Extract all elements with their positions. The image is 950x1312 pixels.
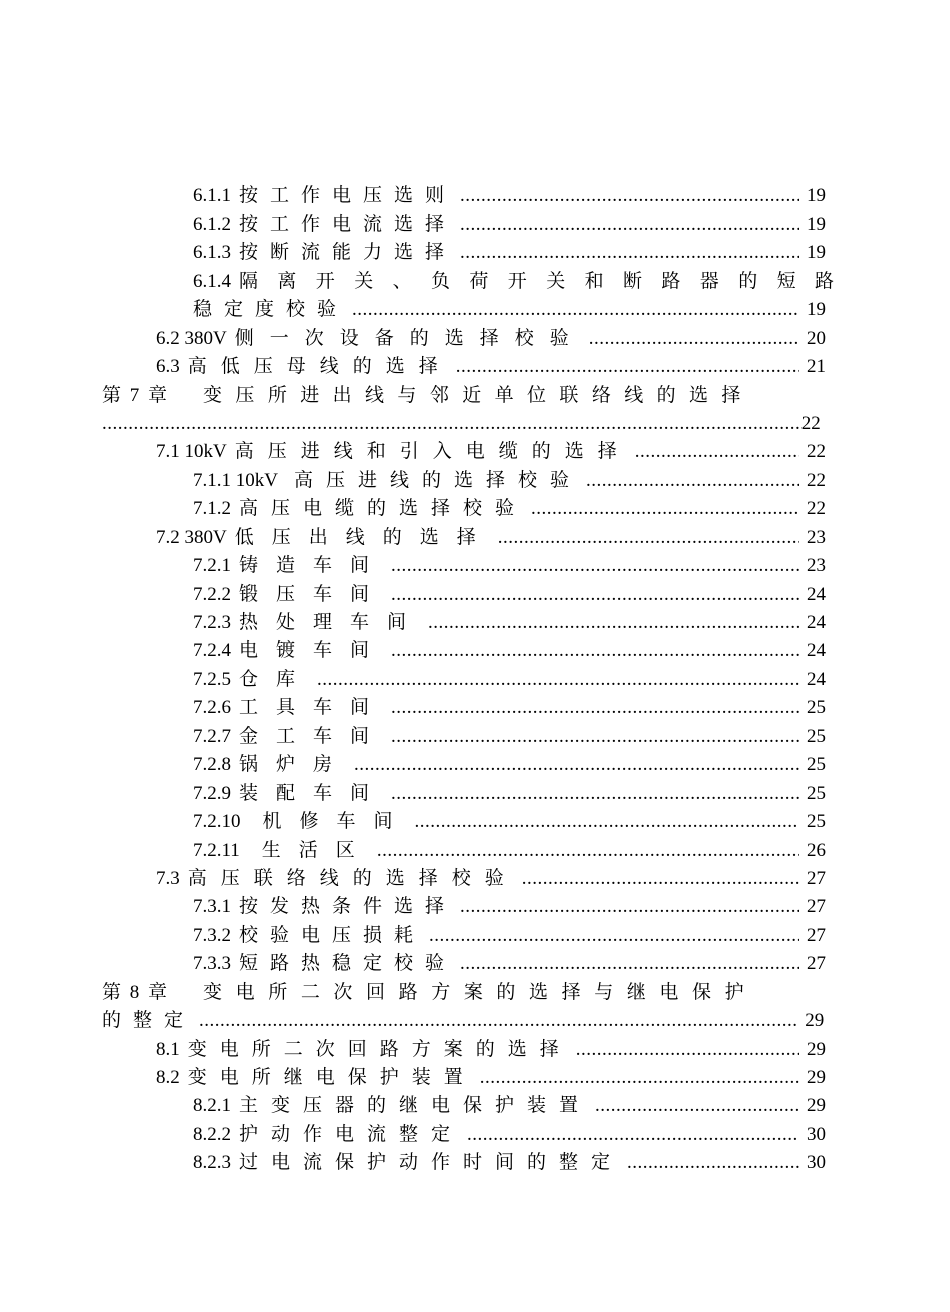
toc-page: 22 xyxy=(807,469,826,491)
toc-leader xyxy=(531,495,799,523)
toc-number: 7.3 xyxy=(156,867,180,889)
toc-page: 23 xyxy=(807,555,826,577)
toc-leader xyxy=(586,467,799,495)
toc-page: 29 xyxy=(805,1010,825,1032)
toc-page: 22 xyxy=(807,441,826,463)
toc-number: 7.3.3 xyxy=(193,953,231,975)
toc-title: 工具车间 xyxy=(239,697,388,719)
toc-entry[interactable] xyxy=(0,808,950,836)
toc-entry[interactable] xyxy=(0,1120,950,1148)
toc-title: 高压电缆的选择校验 xyxy=(239,498,528,520)
toc-page: 26 xyxy=(807,839,826,861)
toc-page: 23 xyxy=(807,526,826,548)
toc-number: 7.2 380V xyxy=(156,526,227,548)
toc-page: 24 xyxy=(807,583,826,605)
toc-leader xyxy=(391,694,799,722)
toc-title: 的整定 xyxy=(102,1010,196,1032)
toc-title: 热处理车间 xyxy=(239,612,425,633)
toc-entry[interactable] xyxy=(0,609,950,637)
toc-leader xyxy=(354,751,799,779)
toc-page: 25 xyxy=(807,725,826,747)
toc-number: 7.1.2 xyxy=(193,498,231,520)
toc-page: 25 xyxy=(807,754,826,776)
toc-title: 变电所二次回路方案的选择与继电保护 xyxy=(203,981,758,1003)
toc-entry[interactable] xyxy=(0,865,950,893)
toc-leader xyxy=(522,865,799,893)
toc-number: 7.3.2 xyxy=(193,924,231,946)
toc-entry[interactable] xyxy=(0,580,950,608)
toc-title: 变压所进出线与邻近单位联络线的选择 xyxy=(203,384,754,406)
toc-entry[interactable] xyxy=(0,438,950,466)
toc-title: 高压联络线的选择校验 xyxy=(187,867,518,889)
toc-chapter-continuation[interactable] xyxy=(0,410,950,438)
toc-entry[interactable] xyxy=(0,722,950,750)
toc-number: 7.2.7 xyxy=(193,725,231,747)
toc-title: 过电流保护动作时间的整定 xyxy=(239,1152,624,1174)
toc-page: 20 xyxy=(807,327,826,349)
toc-title: 生活区 xyxy=(261,839,373,861)
toc-number: 6.1.2 xyxy=(193,213,231,235)
toc-number: 7.2.2 xyxy=(193,583,231,605)
toc-number: 第 7 章 xyxy=(102,384,170,406)
toc-leader xyxy=(415,808,799,836)
toc-entry[interactable] xyxy=(0,239,950,267)
toc-entry[interactable] xyxy=(0,694,950,722)
toc-title: 主变压器的继电保护装置 xyxy=(239,1095,592,1117)
toc-leader xyxy=(467,1121,799,1149)
toc-page: 19 xyxy=(807,185,826,207)
toc-leader xyxy=(317,666,799,694)
toc-title: 按发热条件选择 xyxy=(239,896,457,918)
toc-leader xyxy=(102,410,802,438)
toc-title: 侧一次设备的选择校验 xyxy=(234,327,585,349)
toc-leader xyxy=(456,353,799,381)
toc-title: 稳定度校验 xyxy=(193,299,349,321)
toc-leader xyxy=(391,552,799,580)
toc-number: 8.2.3 xyxy=(193,1152,231,1174)
toc-page: 25 xyxy=(807,782,826,804)
toc-number: 6.2 380V xyxy=(156,327,227,349)
toc-number: 7.2.9 xyxy=(193,782,231,804)
toc-page: 25 xyxy=(807,811,826,833)
toc-title: 锻压车间 xyxy=(239,583,388,605)
toc-title: 校验电压损耗 xyxy=(239,924,426,946)
toc-leader xyxy=(589,325,799,353)
toc-entry[interactable] xyxy=(0,552,950,580)
toc-entry[interactable] xyxy=(0,893,950,921)
toc-title: 变电所继电保护装置 xyxy=(187,1067,476,1088)
toc-page: 19 xyxy=(807,299,826,321)
toc-number: 6.1.4 xyxy=(193,270,231,292)
toc-chapter-entry[interactable] xyxy=(0,978,950,1006)
toc-chapter-continuation[interactable] xyxy=(0,1007,950,1035)
toc-page: 27 xyxy=(807,867,826,889)
toc-number: 7.1 10kV xyxy=(156,441,227,463)
toc-title: 电镀车间 xyxy=(239,640,388,662)
toc-leader xyxy=(460,239,799,267)
toc-number: 第 8 章 xyxy=(102,981,170,1003)
toc-entry[interactable] xyxy=(0,353,950,381)
toc-number: 7.2.3 xyxy=(193,612,231,633)
toc-title: 隔离开关、负荷开关和断路器的短路 xyxy=(239,270,854,292)
toc-chapter-entry[interactable] xyxy=(0,381,950,409)
toc-entry-continuation[interactable] xyxy=(0,296,950,324)
toc-page: 19 xyxy=(807,213,826,235)
toc-page: 29 xyxy=(807,1038,826,1060)
toc-entry[interactable] xyxy=(0,324,950,352)
toc-title: 金工车间 xyxy=(239,725,388,747)
toc-entry[interactable] xyxy=(0,1064,950,1092)
toc-entry[interactable] xyxy=(0,466,950,494)
toc-leader xyxy=(460,182,799,210)
toc-page: 27 xyxy=(807,896,826,918)
toc-page: 24 xyxy=(807,612,826,633)
toc-page: 22 xyxy=(801,412,821,434)
toc-entry[interactable] xyxy=(0,1092,950,1120)
toc-title: 铸造车间 xyxy=(239,555,388,577)
toc-leader xyxy=(480,1064,799,1092)
toc-entry[interactable] xyxy=(0,1149,950,1177)
toc-title: 高压进线的选择校验 xyxy=(293,469,582,491)
toc-entry[interactable] xyxy=(0,1035,950,1063)
toc-title: 变电所二次回路方案的选择 xyxy=(187,1038,572,1060)
toc-leader xyxy=(199,1007,797,1035)
toc-number: 7.2.4 xyxy=(193,640,231,662)
toc-page: 24 xyxy=(807,668,826,690)
toc-entry[interactable] xyxy=(0,779,950,807)
toc-number: 7.2.11 xyxy=(193,839,240,861)
toc-leader xyxy=(352,296,799,324)
toc-page: 24 xyxy=(807,640,826,662)
toc-leader xyxy=(460,211,799,239)
toc-number: 7.2.8 xyxy=(193,754,231,776)
toc-entry[interactable] xyxy=(0,523,950,551)
toc-page: 19 xyxy=(807,242,826,264)
toc-page: 22 xyxy=(807,498,826,520)
toc-leader xyxy=(391,581,799,609)
toc-entry-wrapped[interactable] xyxy=(0,267,950,295)
toc-leader xyxy=(460,893,799,921)
toc-leader xyxy=(429,922,799,950)
toc-entry[interactable] xyxy=(0,665,950,693)
toc-page: 21 xyxy=(807,356,826,378)
table-of-contents xyxy=(0,182,950,1177)
toc-leader xyxy=(460,950,799,978)
toc-number: 7.2.1 xyxy=(193,555,231,577)
toc-number: 8.2.1 xyxy=(193,1095,231,1117)
toc-entry[interactable] xyxy=(0,836,950,864)
toc-title: 护动作电流整定 xyxy=(239,1123,464,1145)
toc-title: 机修车间 xyxy=(262,811,411,833)
toc-page: 27 xyxy=(807,924,826,946)
toc-leader xyxy=(391,723,799,751)
toc-number: 7.2.5 xyxy=(193,668,231,690)
toc-page: 25 xyxy=(807,697,826,719)
toc-number: 8.1 xyxy=(156,1038,180,1060)
toc-number: 6.3 xyxy=(156,356,180,378)
toc-page: 29 xyxy=(807,1095,826,1117)
toc-leader xyxy=(428,609,799,637)
toc-leader xyxy=(595,1092,799,1120)
toc-entry[interactable] xyxy=(0,751,950,779)
toc-title: 锅炉房 xyxy=(239,754,351,776)
toc-title: 高压进线和引入电缆的选择 xyxy=(234,441,631,463)
toc-title: 按工作电压选则 xyxy=(239,185,457,207)
toc-page: 30 xyxy=(807,1123,826,1145)
toc-leader xyxy=(576,1036,799,1064)
toc-title: 按断流能力选择 xyxy=(239,242,457,264)
toc-page: 27 xyxy=(807,953,826,975)
toc-entry[interactable] xyxy=(0,637,950,665)
toc-leader xyxy=(391,637,799,665)
toc-number: 6.1.3 xyxy=(193,242,231,264)
toc-entry[interactable] xyxy=(0,182,950,210)
toc-entry[interactable] xyxy=(0,495,950,523)
toc-number: 8.2.2 xyxy=(193,1123,231,1145)
toc-title: 短路热稳定校验 xyxy=(239,953,457,975)
toc-entry[interactable] xyxy=(0,950,950,978)
toc-number: 8.2 xyxy=(156,1067,180,1088)
toc-leader xyxy=(377,837,799,865)
toc-entry[interactable] xyxy=(0,210,950,238)
toc-leader xyxy=(627,1149,799,1177)
toc-title: 低压出线的选择 xyxy=(234,526,494,548)
toc-number: 7.3.1 xyxy=(193,896,231,918)
toc-number: 7.2.10 xyxy=(193,811,241,833)
toc-title: 仓库 xyxy=(239,668,314,690)
toc-number: 7.1.1 10kV xyxy=(193,469,278,491)
toc-title: 按工作电流选择 xyxy=(239,213,457,235)
toc-page: 29 xyxy=(807,1067,826,1088)
toc-number: 7.2.6 xyxy=(193,697,231,719)
toc-leader xyxy=(498,524,799,552)
toc-leader xyxy=(391,780,799,808)
toc-entry[interactable] xyxy=(0,921,950,949)
toc-title: 装配车间 xyxy=(239,782,388,804)
toc-page: 30 xyxy=(807,1152,826,1174)
toc-title: 高低压母线的选择 xyxy=(187,356,452,378)
toc-leader xyxy=(635,438,799,466)
toc-number: 6.1.1 xyxy=(193,185,231,207)
